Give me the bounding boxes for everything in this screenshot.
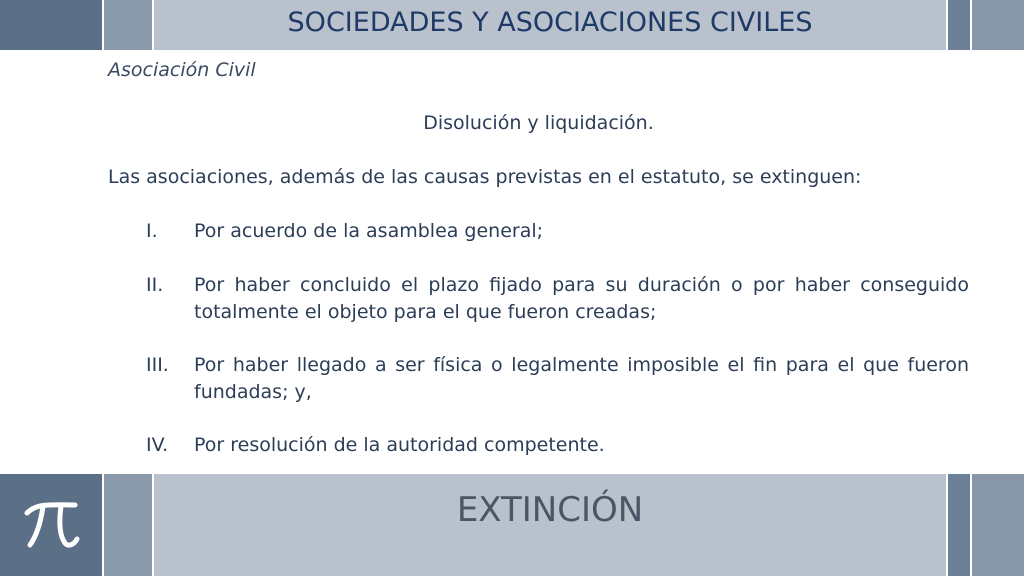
list-text: Por haber llegado a ser física o legalmente imposible el fin para el que fueron fundadas; y,: [194, 354, 969, 403]
list-text: Por haber concluido el plazo fijado para su duración o por haber conseguido totalmente el objeto para el que fueron creadas;: [194, 274, 969, 323]
footer-title: EXTINCIÓN: [456, 490, 644, 530]
header-block-left: [0, 0, 102, 50]
page-title: SOCIEDADES Y ASOCIACIONES CIVILES: [287, 6, 813, 38]
list-text: Por resolución de la autoridad competente.: [194, 434, 605, 456]
header-block-mid-right: [948, 0, 970, 50]
subtitle: Asociación Civil: [108, 59, 256, 81]
list-text: Por acuerdo de la asamblea general;: [194, 220, 544, 242]
header-block-mid-left: [104, 0, 152, 50]
footer-block-mid-right: [948, 474, 970, 576]
pi-symbol-graphic: [21, 495, 81, 555]
list-numeral: III.: [146, 354, 169, 376]
intro-paragraph: Las asociaciones, además de las causas previstas en el estatuto, se extinguen:: [108, 166, 862, 188]
list-numeral: I.: [146, 220, 158, 242]
pi-icon: [0, 474, 102, 576]
footer-block-right: [972, 474, 1024, 576]
list-numeral: IV.: [146, 434, 169, 456]
header-block-right: [972, 0, 1024, 50]
section-title: Disolución y liquidación.: [423, 112, 654, 134]
list-numeral: II.: [146, 274, 164, 296]
footer-block-mid-left: [104, 474, 152, 576]
